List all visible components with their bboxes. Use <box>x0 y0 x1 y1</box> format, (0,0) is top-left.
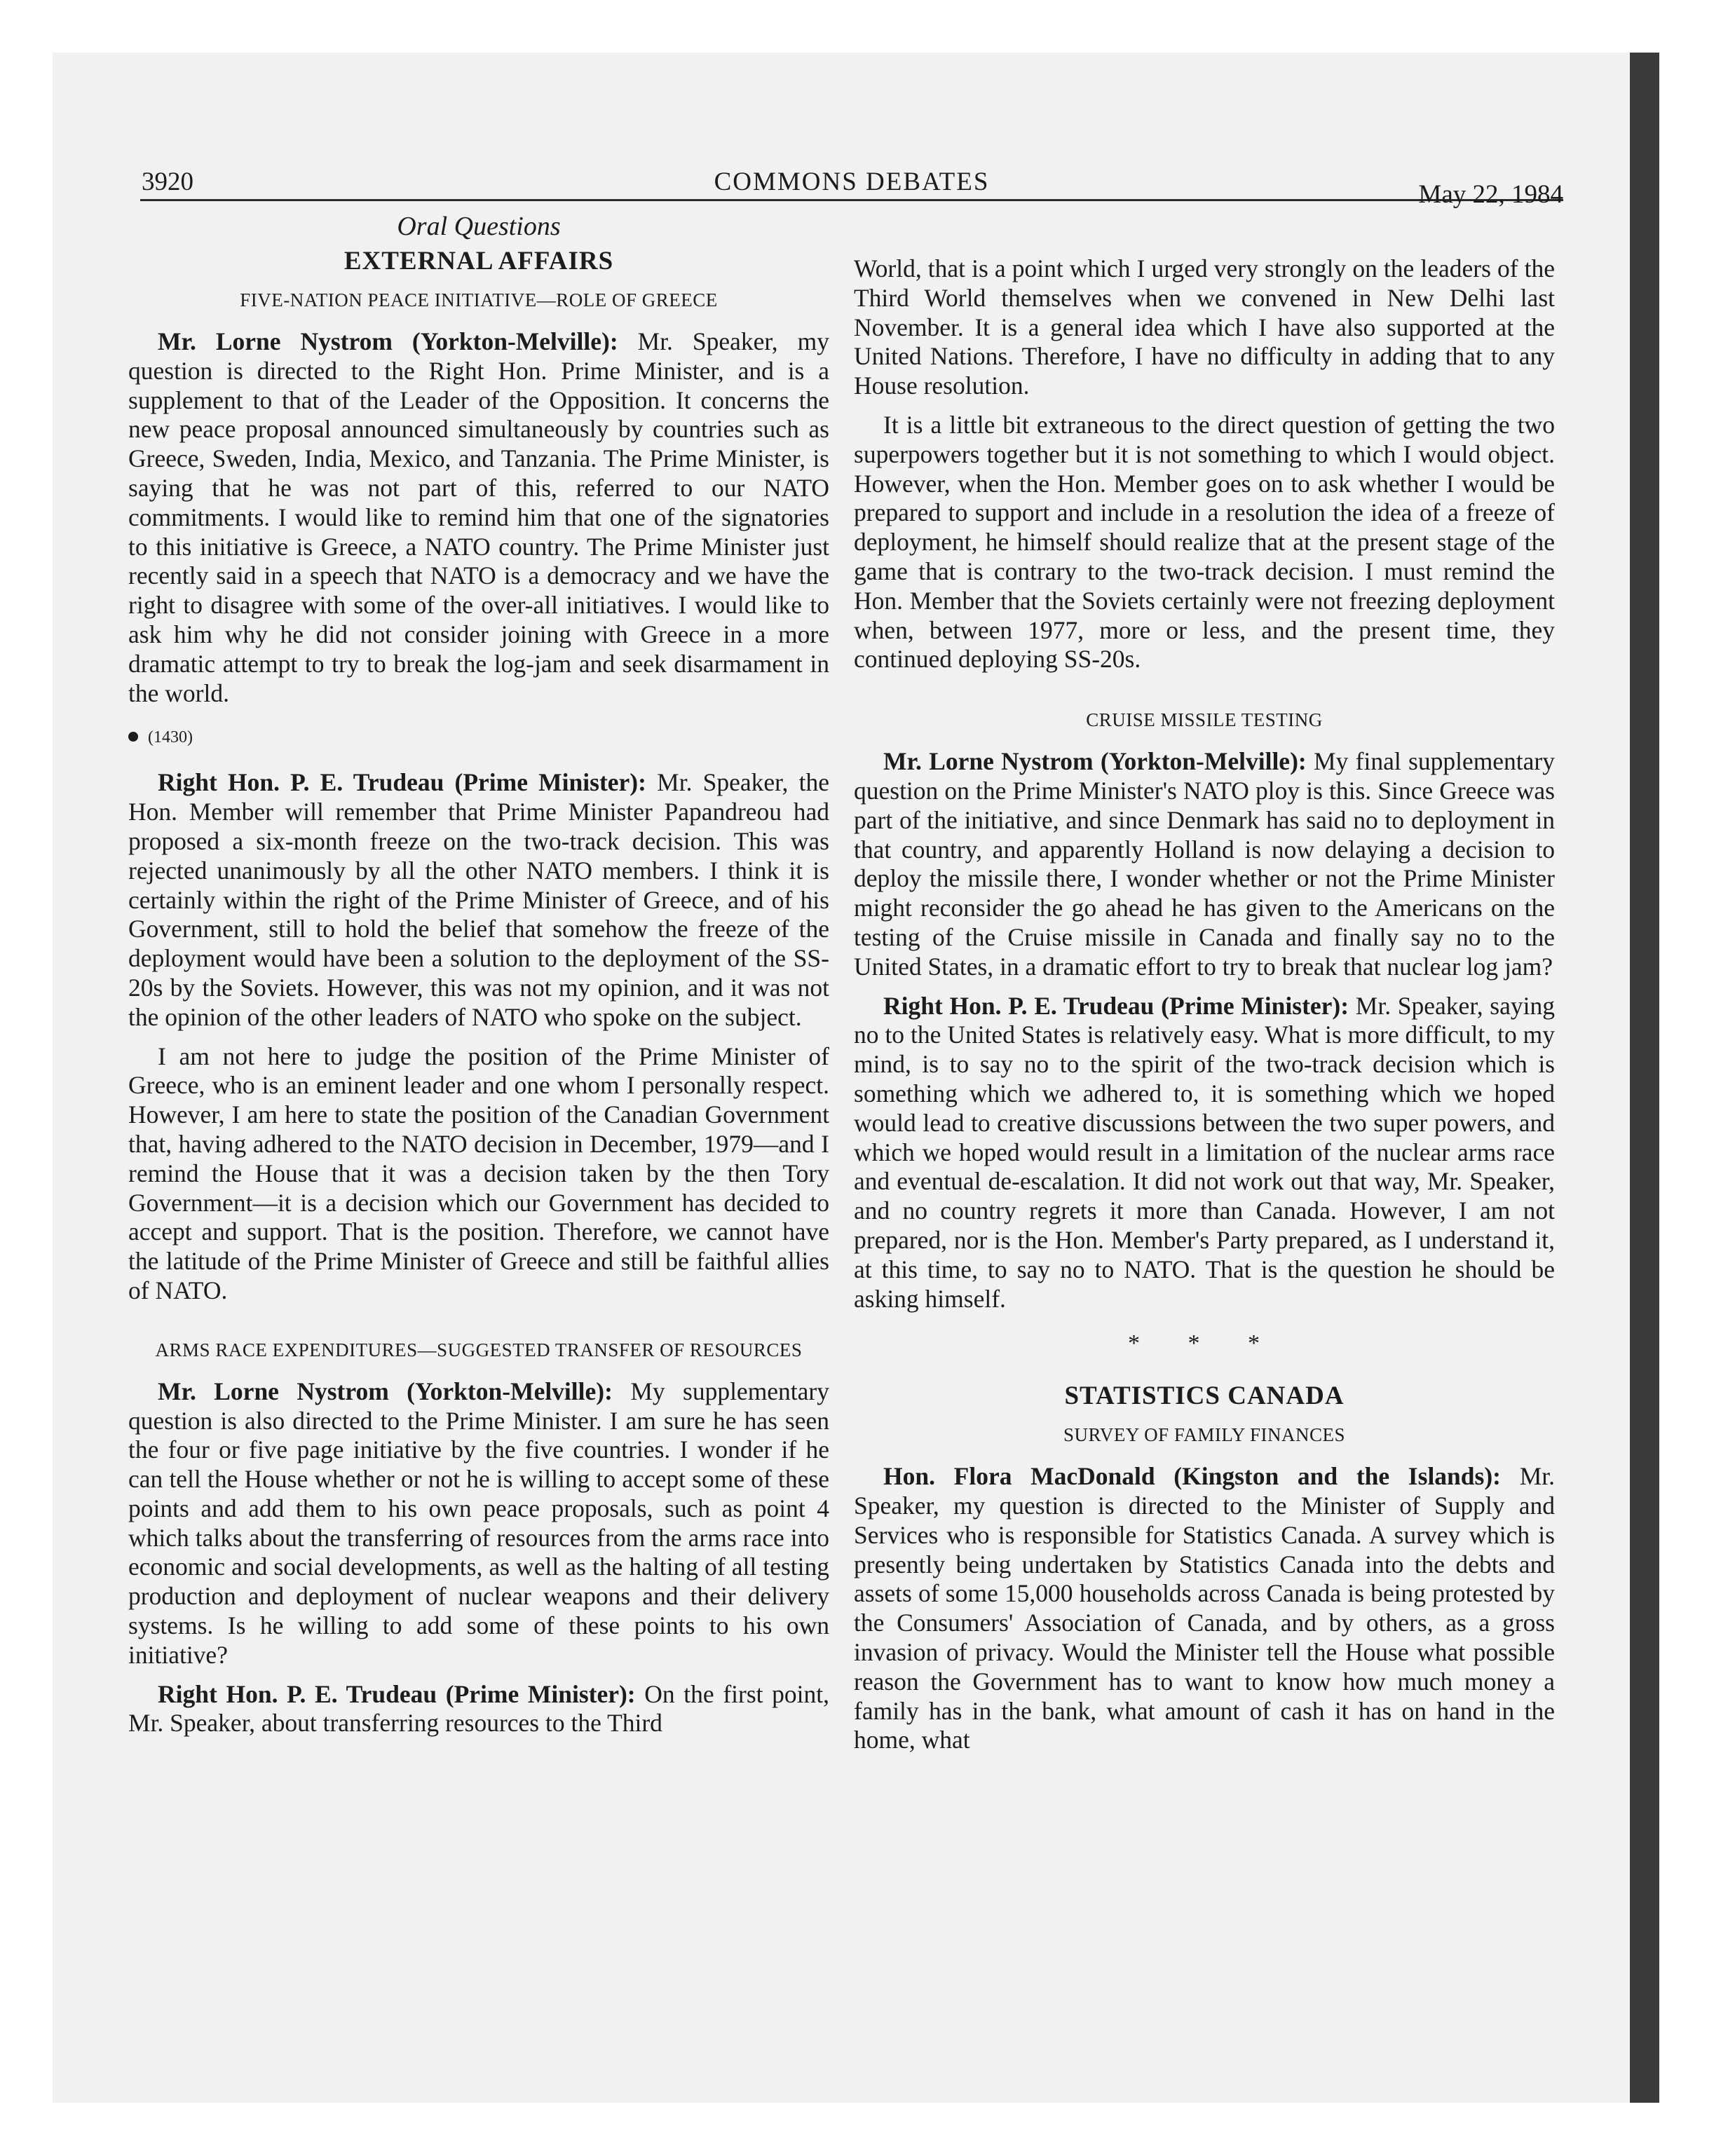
bullet-dot-icon <box>128 732 138 742</box>
paragraph <box>854 411 1555 674</box>
speaker-name: Right Hon. P. E. Trudeau (Prime Minister): <box>158 768 646 797</box>
paragraph-text: On the first point, Mr. Speaker, about transferring resources to the Third <box>128 1679 830 1738</box>
subheading-five-nation-initiative: FIVE-NATION PEACE INITIATIVE—ROLE OF GREECE <box>240 289 718 311</box>
paragraph-text: My supplementary question is also directed to the Prime Minister. I am sure he has seen the four or five page initiative by the five countries. I wonder if he can tell the House whether or not he is willing to accept some of these points and add them to his own peace proposals, such as point 4 which talks about the transferring of resources from the arms race into economic and social developments, as well as the halting of all testing production and deployment of nuclear weapons and their delivery systems. Is he willing to add some of these points to his own initiative? <box>128 1377 829 1669</box>
speaker-name: Right Hon. P. E. Trudeau (Prime Minister): <box>158 1679 636 1708</box>
paragraph-text: Mr. Speaker, my question is directed to the Minister of Supply and Services who is responsible for Statistics Canada. A survey which is presently being undertaken by Statistics Canada into the debts and assets of some 15,000 households across Canada is being protested by the Consumers' Association of Canada, and by others, as a gross invasion of privacy. Would the Minister tell the House what possible reason the Government has to want to know how much money a family has in the bank, what amount of cash it has on hand in the home, what <box>854 1462 1555 1754</box>
paragraph <box>128 768 829 1032</box>
paragraph-text: It is a little bit extraneous to the direct question of getting the two superpowers together but it is not something to which I would object. However, when the Hon. Member goes on to ask whether I would be prepared to support and include in a resolution the idea of a freeze of deployment, he himself should realize that at the present stage of the game that is contrary to the two-track decision. I must remind the Hon. Member that the Soviets certainly were not freezing deployment when, between 1977, more or less, and the present time, they continued deploying SS-20s. <box>854 410 1555 674</box>
page-number: 3920 <box>142 168 193 196</box>
paragraph-text: Mr. Speaker, saying no to the United States is relatively easy. What is more difficult, to my mind, is to say no to the spirit of the two-track decision which is something which we adhered to, it is something which we hoped would lead to creative discussions between the two super powers, and which we hoped would result in a limitation of the nuclear arms race and eventual de-escalation. It did not work out that way, Mr. Speaker, and no country regrets it more than Canada. However, I am not prepared, nor is the Hon. Member's Party prepared, as I understand it, at this time, to say no to NATO. That is the question he should be asking himself. <box>854 991 1555 1313</box>
subheading-survey-family-finances: SURVEY OF FAMILY FINANCES <box>1063 1424 1345 1446</box>
paragraph-text: My final supplementary question on the Prime Minister's NATO ploy is this. Since Greece was part of the initiative, and since Denmark has said no to deployment in that country, and apparently Holland is now delaying a decision to deploy the missile there, I wonder whether or not the Prime Minister might reconsider the go ahead he has given to the Americans on the testing of the Cruise missile in Canada and finally say no to the United States, in a dramatic effort to try to break that nuclear log jam? <box>854 747 1556 981</box>
speaker-name: Mr. Lorne Nystrom (Yorkton-Melville): <box>158 327 618 355</box>
paragraph-text: I am not here to judge the position of the Prime Minister of Greece, who is an eminent leader and one whom I personally respect. However, I am here to state the position of the Canadian Government that, having adhered to the NATO decision in December, 1979—and I remind the House that it was a decision taken by the then Tory Government—it is a decision which our Government has decided to accept and support. That is the position. Therefore, we cannot have the latitude of the Prime Minister of Greece and still be faithful allies of NATO. <box>128 1042 829 1304</box>
subheading-cruise-missile-testing: CRUISE MISSILE TESTING <box>1086 709 1323 731</box>
paragraph <box>854 254 1555 401</box>
page-header <box>140 154 1563 209</box>
section-title-statistics-canada: STATISTICS CANADA <box>1064 1381 1345 1411</box>
paragraph <box>128 1680 829 1739</box>
paragraph <box>854 992 1555 1314</box>
section-title-external-affairs: EXTERNAL AFFAIRS <box>343 247 614 275</box>
speaker-name: Hon. Flora MacDonald (Kingston and the Islands): <box>883 1462 1501 1491</box>
paragraph-text: Mr. Speaker, my question is directed to the Right Hon. Prime Minister, and is a supplement to that of the Leader of the Opposition. It concerns the new peace proposal announced simultaneously by countries such as Greece, Sweden, India, Mexico, and Tanzania. The Prime Minister, is saying that he was not part of this, referred to our NATO commitments. I would like to remind him that one of the signatories to this initiative is Greece, a NATO country. The Prime Minister just recently said in a speech that NATO is a democracy and we have the right to disagree with some of the over-all initiatives. I would like to ask him why he did not consider joining with Greece in a more dramatic attempt to try to break the log-jam and seek disarmament in the world. <box>128 327 829 707</box>
scan-edge-strip <box>1630 53 1659 2103</box>
section-separator: * * * <box>1128 1330 1281 1357</box>
time-marker <box>128 726 829 749</box>
right-column <box>854 200 1555 1765</box>
issue-date: May 22, 1984 <box>1418 180 1563 209</box>
time-marker-label: (1430) <box>148 728 193 747</box>
paragraph-text: Mr. Speaker, the Hon. Member will remember that Prime Minister Papandreou had proposed a six-month freeze on the two-track decision. This was rejected unanimously by all the other NATO members. I think it is certainly within the right of the Prime Minister of Greece, and of his Government, still to hold the belief that somehow the freeze of the deployment would have been a solution to the deployment of the SS-20s by the Soviets. However, this was not my opinion, and it was not the opinion of the other leaders of NATO who spoke on the subject. <box>128 768 829 1031</box>
left-column <box>128 200 829 1748</box>
speaker-name: Right Hon. P. E. Trudeau (Prime Minister): <box>883 991 1349 1020</box>
paragraph-text: World, that is a point which I urged very strongly on the leaders of the Third World themselves when we convened in New Delhi last November. It is a general idea which I have also supported at the United Nations. Therefore, I have no difficulty in adding that to any House resolution. <box>854 254 1555 400</box>
journal-title: COMMONS DEBATES <box>714 168 990 196</box>
section-kicker: Oral Questions <box>397 212 561 241</box>
paragraph <box>128 1042 829 1306</box>
speaker-name: Mr. Lorne Nystrom (Yorkton-Melville): <box>158 1377 613 1405</box>
subheading-arms-race-expenditures: ARMS RACE EXPENDITURES—SUGGESTED TRANSFER OF RESOURCES <box>155 1339 803 1360</box>
speaker-name: Mr. Lorne Nystrom (Yorkton-Melville): <box>883 747 1307 776</box>
paragraph <box>854 747 1555 981</box>
paragraph <box>128 1377 829 1670</box>
paragraph <box>128 327 829 708</box>
paragraph <box>854 1462 1555 1755</box>
